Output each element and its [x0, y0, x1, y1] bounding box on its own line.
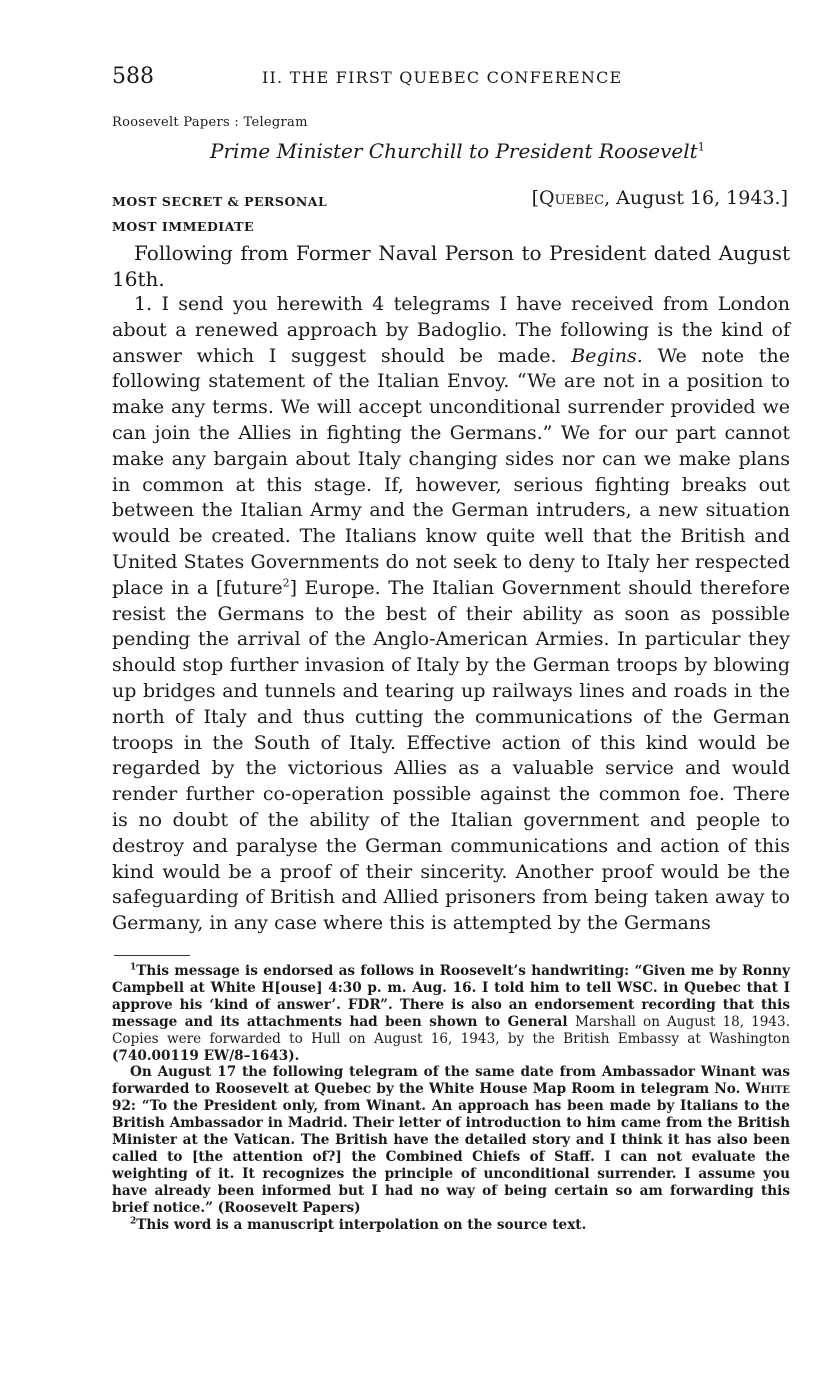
footnote-1-part-b: Marshall on August 18, 1943. Copies were forwarded to Hull on August 16, 1943, by the British Embassy at Washington — [112, 1013, 791, 1047]
footnote-1-continued — [112, 1064, 790, 1216]
document-title-text: Prime Minister Churchill to President Roosevelt — [210, 139, 698, 163]
classification-line-1: MOST SECRET & PERSONAL — [112, 194, 328, 209]
page-header — [112, 64, 790, 94]
footnote-2-number: 2 — [130, 1216, 137, 1227]
footnote-divider — [114, 955, 190, 956]
paragraph-1-part-c: ] Europe. The Italian Government should therefore resist the Germans to the best of their ability as soon as possible pending the arrival of the Anglo-American Armies. In particular they should stop further invasion of Italy by the German troops by blowing up bridges and tunnels and tearing up railways lines and roads in the north of Italy and thus cutting the communications of the German troops in the South of Italy. Effective action of this kind would be regarded by the victorious Allies as a valuable service and would render further co-operation possible against the common foe. There is no doubt of the ability of the Italian government and people to destroy and paralyse the German communications and action of this kind would be a proof of their sincerity. Another proof would be the safeguarding of British and Allied prisoners from being taken away to Germany, in any case where this is attempted by the Germans — [112, 576, 790, 935]
source-line: Roosevelt Papers : Telegram — [112, 115, 308, 130]
date-text: , August 16, 1943.] — [604, 187, 788, 209]
place-date-bracket: [ — [531, 187, 540, 209]
document-title — [210, 139, 705, 163]
footnote-2 — [112, 1217, 790, 1234]
footnote-ref-1[interactable]: 1 — [697, 140, 705, 154]
place-name: Quebec — [539, 187, 605, 209]
footnote-1-part-a: This message is endorsed as follows in Roosevelt’s handwriting: “Given me by Ronny Campbell at White H[ouse] 4:30 p. m. Aug. 16. I told him to tell WSC. in Quebec that I approve his ‘kind of answer’. FDR”. There is also an endorsement recording that this message and its attachments had been shown to General — [112, 963, 790, 1030]
footnote-ref-2[interactable]: 2 — [282, 576, 290, 590]
footnote-1-p2-part-b: 92: “To the President only, from Winant. An approach has been made by Italians to the British Ambassador in Madrid. Their letter of introduction to him came from the British Minister at the Vatican. The British have the detailed story and I think it has also been called to [the attention of?] the Combined Chiefs of Staff. I can not evaluate the weighting of it. It recognizes the principle of unconditional surrender. I assume you have already been informed but I had no way of being certain so am forwarding this brief notice.” (Roosevelt Papers) — [112, 1098, 790, 1216]
paragraph-1-part-b: We note the following statement of the Italian Envoy. “We are not in a position to make any terms. We will accept unconditional surrender provided we can join the Allies in fighting the Germans.” We for our part cannot make any bargain about Italy changing sides nor can we make plans in common at this stage. If, however, serious fighting breaks out between the Italian Army and the German intruders, a new situation would be created. The Italians know quite well that the British and United States Governments do not seek to deny to Italy her respected place in a [future — [112, 344, 790, 599]
begins-marker: Begins. — [571, 344, 643, 367]
paragraph-1-part-a: 1. I send you herewith 4 telegrams I have received from London about a renewed approach by Badoglio. The following is the kind of answer which I suggest should be made. — [112, 293, 790, 367]
footnote-1 — [112, 963, 790, 1064]
footnote-1-number: 1 — [130, 962, 137, 973]
telegram-body — [112, 240, 790, 937]
footnote-1-part-c: (740.00119 EW/8–1643). — [112, 1047, 300, 1064]
place-date — [532, 187, 788, 209]
footnote-2-text: This word is a manuscript interpolation on the source text. — [136, 1216, 587, 1233]
footnote-1-p2-part-a: On August 17 the following telegram of the same date from Ambassador Winant was forwarded to Roosevelt at Quebec by the White House Map Room in telegram No. — [112, 1064, 790, 1098]
footnotes — [112, 963, 790, 1234]
footnote-1-p2-white: White — [745, 1081, 790, 1098]
running-head: II. THE FIRST QUEBEC CONFERENCE — [262, 68, 623, 87]
lead-paragraph: Following from Former Naval Person to President dated August 16th. — [112, 241, 790, 291]
paragraph-1 — [112, 292, 790, 937]
classification-line-2: MOST IMMEDIATE — [112, 219, 254, 234]
page-number: 588 — [112, 64, 154, 89]
